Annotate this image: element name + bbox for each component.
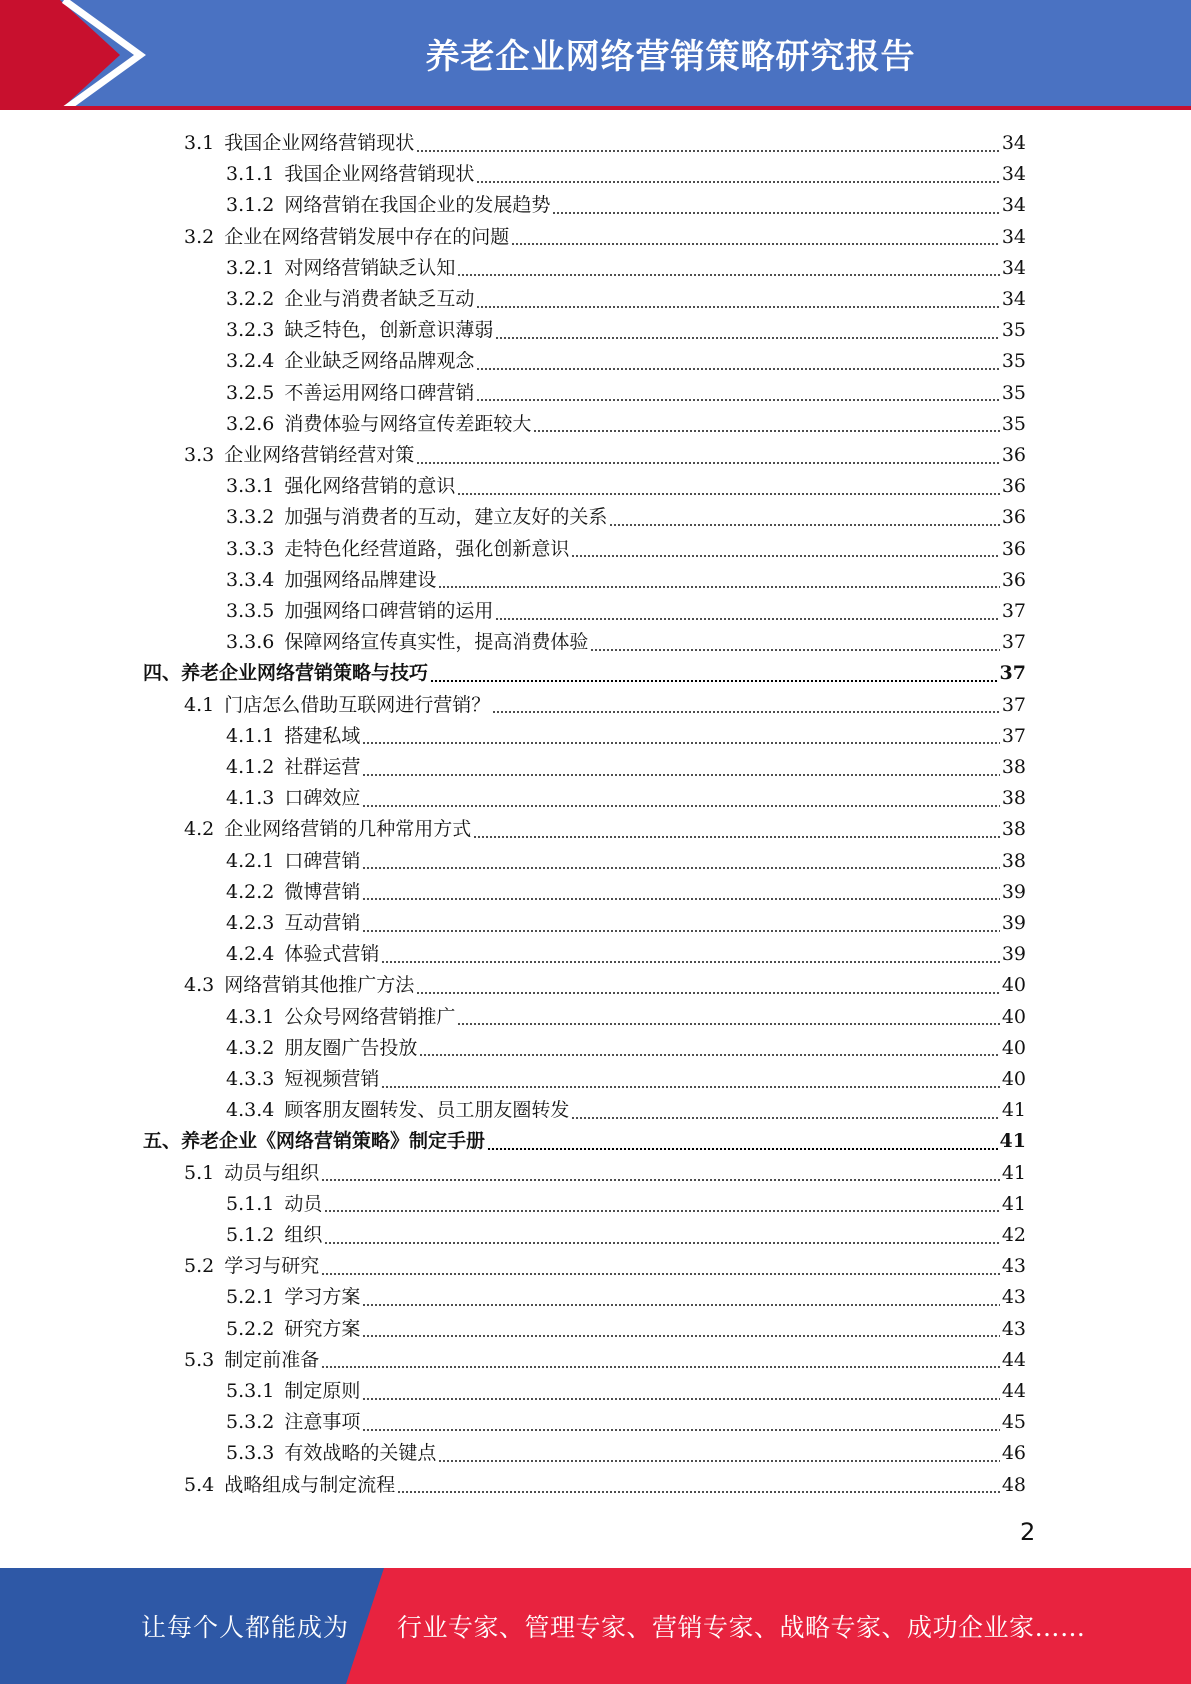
toc-entry-title: 五、养老企业《网络营销策略》制定手册 — [143, 1130, 486, 1153]
toc-entry-page: 40 — [1001, 1036, 1026, 1059]
toc-entry-number: 3.2.4 — [226, 350, 275, 373]
toc-entry-page: 38 — [1001, 787, 1026, 810]
toc-entry-label — [226, 471, 455, 502]
toc-entry-title: 战略组成与制定流程 — [224, 1473, 396, 1496]
toc-entry-page: 34 — [1001, 163, 1026, 186]
toc-entry-number: 5.4 — [184, 1473, 215, 1496]
toc-entry[interactable] — [226, 1095, 1026, 1126]
toc-entry-page: 36 — [1001, 506, 1026, 529]
footer-slogan-right: 行业专家、管理专家、营销专家、战略专家、成功企业家…… — [397, 1613, 1086, 1642]
toc-entry-title: 注意事项 — [284, 1411, 361, 1434]
toc-entry-label — [184, 690, 490, 721]
toc-entry-number: 5.2.1 — [226, 1286, 275, 1309]
toc-entry[interactable] — [184, 970, 1026, 1001]
toc-entry-label — [226, 1002, 455, 1033]
toc-entry-label — [184, 222, 509, 253]
toc-entry-page: 40 — [1001, 1068, 1026, 1090]
toc-entry-title: 加强网络口碑营销的运用 — [284, 600, 494, 622]
toc-entry-number: 4.1.2 — [226, 756, 275, 778]
toc-entry-label — [226, 596, 493, 627]
toc-dot-leader — [362, 898, 999, 900]
toc-entry[interactable] — [184, 1158, 1026, 1189]
toc-entry-label — [226, 1095, 569, 1126]
toc-entry[interactable] — [226, 596, 1026, 627]
report-title: 养老企业网络营销策略研究报告 — [425, 36, 916, 77]
toc-entry-number: 4.1 — [184, 693, 215, 716]
toc-entry-number: 3.2.1 — [226, 256, 275, 279]
toc-entry[interactable] — [226, 1314, 1026, 1345]
toc-entry[interactable] — [226, 783, 1026, 814]
toc-entry-page: 39 — [1001, 912, 1026, 934]
toc-entry-page: 38 — [1001, 756, 1026, 778]
page-header — [0, 0, 1191, 110]
toc-entry-title: 网络营销在我国企业的发展趋势 — [284, 194, 551, 217]
toc-entry-page: 42 — [1001, 1224, 1026, 1246]
toc-entry-number: 4.2.1 — [226, 849, 275, 872]
toc-entry-label — [184, 440, 414, 471]
toc-entry-page: 36 — [1001, 537, 1026, 560]
toc-entry-page: 38 — [1001, 818, 1026, 841]
toc-entry-label — [184, 1158, 319, 1189]
toc-entry-title: 制定前准备 — [224, 1348, 320, 1371]
toc-entry[interactable] — [226, 190, 1026, 221]
toc-entry-number: 5.2.2 — [226, 1317, 275, 1340]
toc-entry-number: 3.2.3 — [226, 319, 275, 342]
toc-dot-leader — [419, 1054, 999, 1056]
toc-entry-page: 34 — [1001, 288, 1026, 310]
toc-entry-number: 4.3.4 — [226, 1099, 275, 1122]
toc-entry-title: 互动营销 — [284, 912, 361, 934]
toc-dot-leader — [362, 1429, 999, 1431]
toc-entry-number: 3.2 — [184, 225, 215, 248]
toc-entry-page: 41 — [1001, 1161, 1026, 1184]
toc-entry[interactable] — [226, 1189, 1026, 1220]
toc-entry-page: 43 — [1001, 1317, 1026, 1340]
toc-entry-number: 5.1.1 — [226, 1192, 275, 1215]
toc-entry-label — [184, 128, 414, 159]
toc-dot-leader — [397, 1491, 1000, 1493]
toc-entry-label — [226, 1189, 322, 1220]
toc-entry-title: 网络营销其他推广方法 — [224, 974, 415, 997]
toc-entry-number: 5.3 — [184, 1348, 215, 1371]
toc-entry-page: 40 — [1001, 974, 1026, 997]
toc-entry-page: 34 — [1001, 256, 1026, 279]
toc-entry-title: 门店怎么借助互联网进行营销？ — [224, 693, 491, 716]
toc-entry[interactable] — [226, 1438, 1026, 1469]
toc-entry-number: 4.2 — [184, 818, 215, 841]
toc-entry-page: 36 — [1001, 568, 1026, 591]
toc-entry[interactable] — [226, 1407, 1026, 1438]
toc-entry-label — [226, 190, 550, 221]
toc-entry-page: 35 — [1001, 350, 1026, 373]
toc-entry-page: 34 — [1001, 225, 1026, 248]
toc-entry-title: 缺乏特色，创新意识薄弱 — [284, 319, 494, 342]
toc-entry-page: 41 — [1001, 1099, 1026, 1122]
toc-entry-number: 5.1.2 — [226, 1224, 275, 1246]
toc-entry-label — [226, 1376, 360, 1407]
toc-entry-title: 社群运营 — [284, 756, 361, 778]
toc-entry[interactable] — [226, 284, 1026, 315]
toc-entry[interactable] — [143, 1126, 1026, 1157]
toc-entry[interactable] — [226, 1282, 1026, 1313]
toc-entry-label — [226, 939, 379, 970]
toc-entry-number: 3.1.2 — [226, 194, 275, 217]
toc-entry-title: 口碑效应 — [284, 787, 361, 810]
toc-dot-leader — [495, 618, 999, 620]
toc-entry-label — [226, 1064, 379, 1095]
toc-dot-leader — [457, 274, 999, 276]
toc-dot-leader — [416, 150, 1000, 152]
toc-entry-label — [226, 253, 455, 284]
toc-dot-leader — [362, 805, 999, 807]
toc-entry-title: 动员 — [284, 1192, 323, 1215]
toc-entry-label — [226, 1407, 360, 1438]
toc-dot-leader — [571, 555, 999, 557]
toc-dot-leader — [487, 1148, 998, 1150]
toc-entry-page: 37 — [1001, 693, 1026, 716]
toc-entry-number: 4.3 — [184, 974, 215, 997]
toc-entry-title: 不善运用网络口碑营销 — [284, 381, 475, 404]
toc-entry-title: 企业在网络营销发展中存在的问题 — [224, 225, 510, 248]
toc-entry-label — [184, 1345, 319, 1376]
toc-entry-number: 3.1.1 — [226, 163, 275, 186]
toc-entry-title: 研究方案 — [284, 1317, 361, 1340]
toc-entry-page: 37 — [1001, 631, 1026, 654]
toc-entry[interactable] — [226, 471, 1026, 502]
toc-dot-leader — [476, 399, 999, 401]
toc-dot-leader — [416, 462, 1000, 464]
toc-entry[interactable] — [226, 346, 1026, 377]
toc-entry-label — [226, 502, 607, 533]
toc-entry-number: 4.3.1 — [226, 1005, 275, 1028]
toc-entry-title: 微博营销 — [284, 880, 361, 903]
toc-entry-page: 37 — [1001, 600, 1026, 622]
toc-entry-page: 35 — [1001, 412, 1026, 435]
toc-entry-page: 40 — [1001, 1005, 1026, 1028]
toc-entry-title: 动员与组织 — [224, 1161, 320, 1184]
toc-dot-leader — [609, 524, 999, 526]
toc-dot-leader — [590, 649, 999, 651]
toc-entry-label — [226, 315, 493, 346]
toc-entry-number: 5.2 — [184, 1255, 215, 1278]
toc-entry-number: 3.1 — [184, 132, 215, 154]
toc-entry-page: 35 — [1001, 381, 1026, 404]
toc-entry-page: 39 — [1001, 943, 1026, 966]
toc-entry-page: 35 — [1001, 319, 1026, 342]
toc-dot-leader — [473, 836, 1000, 838]
toc-entry-label — [226, 284, 474, 315]
toc-entry[interactable] — [184, 128, 1026, 159]
toc-entry-title: 顾客朋友圈转发、员工朋友圈转发 — [284, 1099, 570, 1122]
toc-entry-label — [226, 534, 569, 565]
toc-entry-page: 44 — [1001, 1348, 1026, 1371]
toc-dot-leader — [362, 1304, 999, 1306]
toc-entry-label — [226, 877, 360, 908]
toc-entry-number: 4.3.3 — [226, 1068, 275, 1090]
toc-entry-title: 对网络营销缺乏认知 — [284, 256, 456, 279]
toc-entry[interactable] — [184, 1470, 1026, 1501]
toc-dot-leader — [362, 930, 999, 932]
toc-entry-label — [226, 378, 474, 409]
toc-entry[interactable] — [226, 1376, 1026, 1407]
toc-entry-label — [226, 721, 360, 752]
toc-entry-title: 有效战略的关键点 — [284, 1442, 437, 1465]
toc-entry-page: 43 — [1001, 1286, 1026, 1309]
toc-entry-title: 消费体验与网络宣传差距较大 — [284, 412, 532, 435]
toc-entry-label — [226, 409, 531, 440]
toc-dot-leader — [457, 1023, 999, 1025]
toc-entry-title: 短视频营销 — [284, 1068, 380, 1090]
toc-entry-page: 34 — [1001, 194, 1026, 217]
toc-entry-title: 我国企业网络营销现状 — [224, 132, 415, 154]
toc-entry[interactable] — [226, 1033, 1026, 1064]
toc-entry-title: 学习与研究 — [224, 1255, 320, 1278]
toc-entry-title: 体验式营销 — [284, 943, 380, 966]
toc-dot-leader — [381, 1086, 999, 1088]
toc-dot-leader — [430, 680, 998, 682]
page-footer — [0, 1568, 1191, 1684]
toc-entry-title: 强化网络营销的意识 — [284, 475, 456, 498]
toc-dot-leader — [321, 1366, 1000, 1368]
toc-entry-number: 3.3.5 — [226, 600, 275, 622]
toc-entry-page: 37 — [1001, 724, 1026, 747]
page-number: 2 — [1020, 1518, 1036, 1546]
toc-entry[interactable] — [226, 409, 1026, 440]
toc-entry-label — [226, 1314, 360, 1345]
toc-dot-leader — [511, 243, 1000, 245]
toc-entry-number: 3.2.5 — [226, 381, 275, 404]
toc-entry-number: 3.2.2 — [226, 288, 275, 310]
toc-dot-leader — [457, 493, 999, 495]
toc-entry[interactable] — [184, 222, 1026, 253]
toc-entry-page: 48 — [1001, 1473, 1026, 1496]
toc-entry[interactable] — [226, 846, 1026, 877]
toc-entry-label — [184, 1251, 319, 1282]
toc-dot-leader — [321, 1179, 1000, 1181]
toc-entry[interactable] — [226, 752, 1026, 783]
toc-entry-page: 37 — [999, 662, 1026, 685]
toc-entry-number: 3.3.6 — [226, 631, 275, 654]
toc-entry-title: 企业与消费者缺乏互动 — [284, 288, 475, 310]
toc-entry-title: 学习方案 — [284, 1286, 361, 1309]
toc-dot-leader — [492, 711, 1000, 713]
toc-entry-number: 4.1.1 — [226, 724, 275, 747]
toc-entry[interactable] — [184, 440, 1026, 471]
toc-entry-number: 5.3.2 — [226, 1411, 275, 1434]
toc-entry-title: 走特色化经营道路，强化创新意识 — [284, 537, 570, 560]
toc-entry-page: 34 — [1001, 132, 1026, 154]
toc-dot-leader — [321, 1273, 1000, 1275]
toc-entry-page: 36 — [1001, 444, 1026, 466]
toc-entry[interactable] — [226, 877, 1026, 908]
toc-dot-leader — [552, 212, 999, 214]
toc-entry-label — [226, 346, 474, 377]
toc-entry[interactable] — [226, 159, 1026, 190]
toc-entry-title: 我国企业网络营销现状 — [284, 163, 475, 186]
toc-entry-number: 3.3 — [184, 444, 215, 466]
toc-entry-page: 46 — [1001, 1442, 1026, 1465]
toc-entry-number: 4.2.3 — [226, 912, 275, 934]
toc-dot-leader — [362, 1335, 999, 1337]
toc-entry-label — [226, 783, 360, 814]
toc-entry[interactable] — [226, 502, 1026, 533]
toc-entry[interactable] — [226, 1220, 1026, 1251]
toc-entry-label — [226, 846, 360, 877]
toc-dot-leader — [476, 181, 999, 183]
toc-entry-page: 36 — [1001, 475, 1026, 498]
toc-entry-number: 4.1.3 — [226, 787, 275, 810]
toc-entry-label — [226, 1033, 417, 1064]
toc-entry-label — [184, 970, 414, 1001]
toc-entry-title: 搭建私域 — [284, 724, 361, 747]
toc-entry-title: 加强网络品牌建设 — [284, 568, 437, 591]
toc-dot-leader — [362, 774, 999, 776]
toc-entry-page: 41 — [1001, 1192, 1026, 1215]
toc-entry[interactable] — [184, 814, 1026, 845]
toc-entry[interactable] — [184, 1345, 1026, 1376]
footer-slogan-left: 让每个人都能成为 — [141, 1613, 350, 1642]
toc-dot-leader — [438, 586, 999, 588]
toc-dot-leader — [571, 1117, 999, 1119]
toc-entry-number: 4.3.2 — [226, 1036, 275, 1059]
toc-entry-number: 5.3.1 — [226, 1380, 275, 1402]
toc-entry[interactable] — [226, 1002, 1026, 1033]
toc-entry-label — [143, 1126, 485, 1157]
toc-entry-title: 企业缺乏网络品牌观念 — [284, 350, 475, 373]
toc-entry[interactable] — [184, 690, 1026, 721]
toc-entry[interactable] — [226, 315, 1026, 346]
toc-entry-label — [143, 658, 428, 689]
toc-dot-leader — [362, 742, 999, 744]
toc-entry-number: 3.3.3 — [226, 537, 275, 560]
toc-entry-title: 公众号网络营销推广 — [284, 1005, 456, 1028]
toc-entry-label — [226, 908, 360, 939]
toc-entry-number: 3.2.6 — [226, 412, 275, 435]
toc-entry-page: 43 — [1001, 1255, 1026, 1278]
toc-entry[interactable] — [226, 627, 1026, 658]
toc-entry-title: 加强与消费者的互动，建立友好的关系 — [284, 506, 608, 529]
toc-entry-number: 3.3.2 — [226, 506, 275, 529]
toc-entry[interactable] — [184, 1251, 1026, 1282]
toc-entry[interactable] — [226, 253, 1026, 284]
toc-entry-label — [226, 1220, 322, 1251]
toc-dot-leader — [495, 337, 999, 339]
toc-entry-label — [226, 752, 360, 783]
toc-entry[interactable] — [226, 721, 1026, 752]
toc-entry[interactable] — [226, 908, 1026, 939]
toc-dot-leader — [381, 961, 999, 963]
toc-entry-label — [226, 565, 436, 596]
toc-entry-title: 企业网络营销经营对策 — [224, 444, 415, 466]
toc-dot-leader — [438, 1460, 999, 1462]
toc-entry[interactable] — [143, 658, 1026, 689]
toc-dot-leader — [533, 430, 999, 432]
toc-entry[interactable] — [226, 565, 1026, 596]
toc-dot-leader — [362, 867, 999, 869]
toc-entry-number: 4.2.2 — [226, 880, 275, 903]
toc-entry[interactable] — [226, 378, 1026, 409]
toc-entry[interactable] — [226, 939, 1026, 970]
toc-dot-leader — [476, 306, 999, 308]
toc-entry[interactable] — [226, 1064, 1026, 1095]
toc-dot-leader — [362, 1398, 999, 1400]
toc-entry-number: 3.3.4 — [226, 568, 275, 591]
toc-entry-title: 四、养老企业网络营销策略与技巧 — [143, 662, 429, 685]
toc-entry-title: 制定原则 — [284, 1380, 361, 1402]
toc-entry-label — [226, 159, 474, 190]
toc-entry-title: 保障网络宣传真实性，提高消费体验 — [284, 631, 589, 654]
toc-entry-page: 45 — [1001, 1411, 1026, 1434]
toc-entry-title: 朋友圈广告投放 — [284, 1036, 418, 1059]
toc-entry-title: 口碑营销 — [284, 849, 361, 872]
toc-entry-number: 5.3.3 — [226, 1442, 275, 1465]
toc-entry-label — [226, 1438, 436, 1469]
toc-entry-number: 3.3.1 — [226, 475, 275, 498]
toc-entry-page: 38 — [1001, 849, 1026, 872]
toc-entry-page: 44 — [1001, 1380, 1026, 1402]
toc-entry-number: 5.1 — [184, 1161, 215, 1184]
toc-dot-leader — [324, 1210, 999, 1212]
toc-entry-label — [184, 1470, 395, 1501]
toc-entry-label — [184, 814, 471, 845]
toc-entry[interactable] — [226, 534, 1026, 565]
toc-entry-title: 企业网络营销的几种常用方式 — [224, 818, 472, 841]
toc-dot-leader — [476, 368, 999, 370]
toc-entry-number: 4.2.4 — [226, 943, 275, 966]
toc-entry-label — [226, 1282, 360, 1313]
toc-entry-label — [226, 627, 588, 658]
toc-dot-leader — [416, 992, 1000, 994]
toc-entry-page: 41 — [999, 1130, 1026, 1153]
toc-entry-page: 39 — [1001, 880, 1026, 903]
toc-entry-title: 组织 — [284, 1224, 323, 1246]
toc-dot-leader — [324, 1242, 999, 1244]
